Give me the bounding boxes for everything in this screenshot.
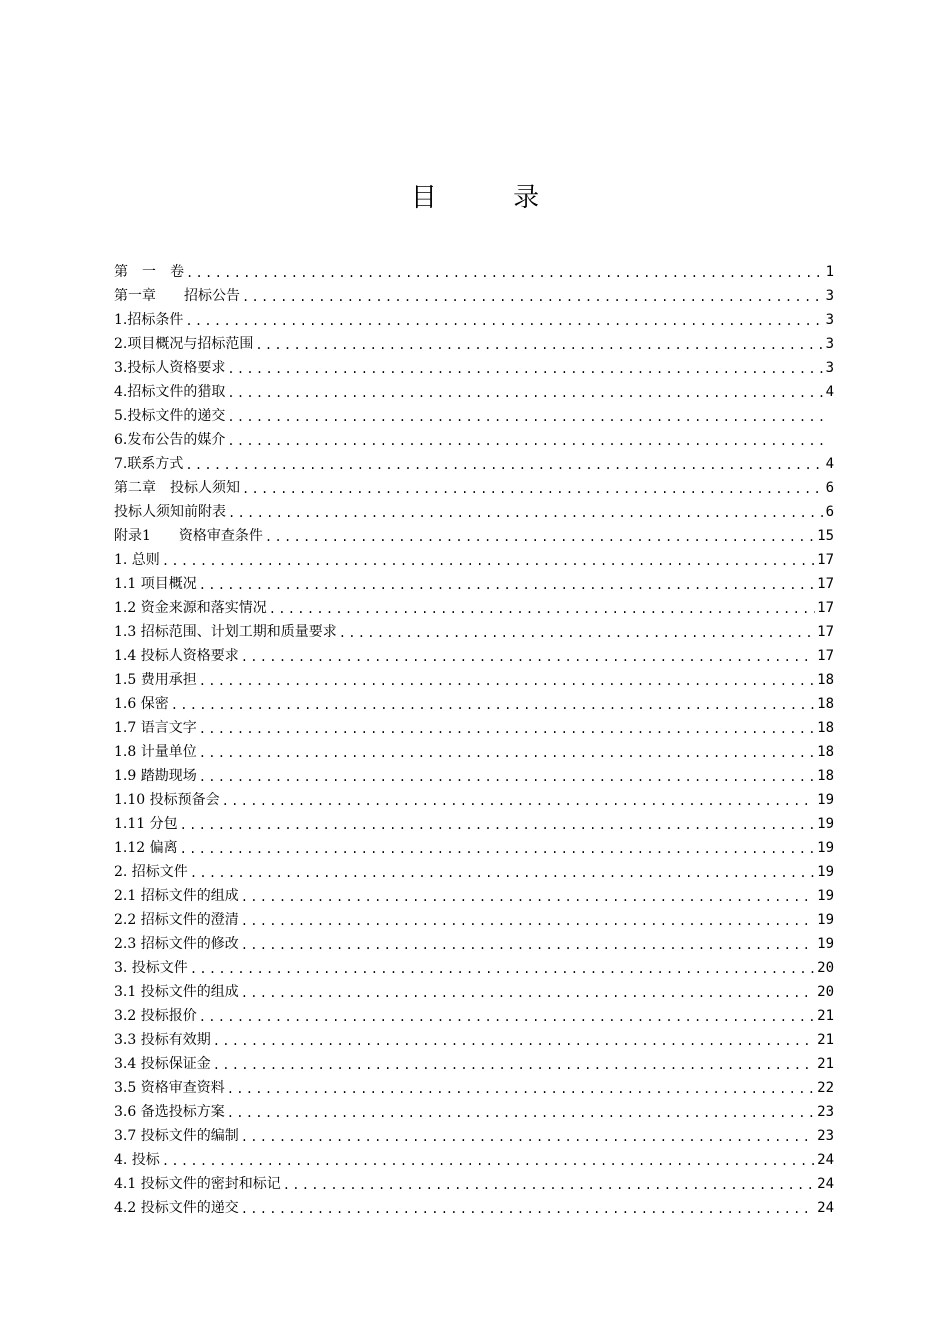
toc-dot-leader [227, 408, 824, 426]
toc-entry-title: 1.4 投标人资格要求 [114, 648, 239, 664]
toc-entry-title: 4.2 投标文件的递交 [114, 1200, 239, 1216]
toc-entry-title: 1.招标条件 [114, 312, 184, 328]
toc-dot-leader [227, 360, 823, 378]
toc-dot-leader [339, 624, 815, 642]
toc-entry[interactable] [114, 546, 834, 570]
toc-entry[interactable] [114, 330, 834, 354]
toc-dot-leader [213, 1056, 815, 1074]
toc-entry-title: 1.1 项目概况 [114, 576, 197, 592]
toc-entry-page-number: 6 [825, 480, 834, 496]
toc-entry[interactable] [114, 1194, 834, 1218]
toc-entry[interactable] [114, 1170, 834, 1194]
toc-entry[interactable] [114, 738, 834, 762]
toc-entry[interactable] [114, 690, 834, 714]
toc-entry-title: 1.10 投标预备会 [114, 792, 220, 808]
toc-entry[interactable] [114, 954, 834, 978]
toc-entry-title: 第二章 投标人须知 [114, 480, 240, 496]
toc-entry-page-number: 1 [825, 264, 834, 280]
toc-entry-title: 3.5 资格审查资料 [114, 1080, 225, 1096]
toc-entry-title: 投标人须知前附表 [114, 504, 226, 520]
toc-entry-page-number: 15 [817, 528, 834, 544]
toc-entry-title: 3.1 投标文件的组成 [114, 984, 239, 1000]
toc-entry-title: 5.投标文件的递交 [114, 408, 226, 424]
toc-entry[interactable] [114, 834, 834, 858]
toc-entry-title: 4.招标文件的猎取 [114, 384, 226, 400]
toc-entry-page-number: 3 [825, 288, 834, 304]
toc-entry[interactable] [114, 570, 834, 594]
toc-dot-leader [241, 648, 815, 666]
toc-entry[interactable] [114, 522, 834, 546]
toc-entry[interactable] [114, 882, 834, 906]
toc-entry-page-number: 21 [817, 1032, 834, 1048]
toc-dot-leader [265, 528, 815, 546]
toc-entry-title: 3.3 投标有效期 [114, 1032, 211, 1048]
toc-dot-leader [162, 1152, 815, 1170]
toc-entry-title: 4. 投标 [114, 1152, 160, 1168]
toc-entry[interactable] [114, 1098, 834, 1122]
toc-entry-page-number: 18 [817, 744, 834, 760]
toc-entry-page-number: 18 [817, 672, 834, 688]
toc-entry-page-number: 18 [817, 768, 834, 784]
toc-entry[interactable] [114, 1050, 834, 1074]
toc-entry-title: 2. 招标文件 [114, 864, 188, 880]
toc-entry[interactable] [114, 858, 834, 882]
toc-entry-page-number: 20 [817, 960, 834, 976]
toc-entry[interactable] [114, 1146, 834, 1170]
toc-dot-leader [162, 552, 815, 570]
toc-entry[interactable] [114, 402, 834, 426]
toc-entry-page-number: 19 [817, 816, 834, 832]
toc-entry-page-number: 21 [817, 1008, 834, 1024]
toc-entry-title: 1.9 踏勘现场 [114, 768, 197, 784]
toc-entry-page-number: 22 [817, 1080, 834, 1096]
toc-entry-title: 1.5 费用承担 [114, 672, 197, 688]
toc-entry-page-number: 23 [817, 1104, 834, 1120]
toc-dot-leader [241, 1200, 815, 1218]
toc-dot-leader [180, 816, 816, 834]
toc-dot-leader [186, 264, 824, 282]
toc-entry-page-number: 19 [817, 936, 834, 952]
toc-entry[interactable] [114, 666, 834, 690]
toc-dot-leader [227, 384, 823, 402]
toc-entry-title: 2.1 招标文件的组成 [114, 888, 239, 904]
toc-entry[interactable] [114, 450, 834, 474]
toc-entry[interactable] [114, 906, 834, 930]
toc-entry-page-number: 19 [817, 840, 834, 856]
toc-entry-page-number: 19 [817, 864, 834, 880]
toc-dot-leader [190, 864, 815, 882]
toc-entry-title: 2.2 招标文件的澄清 [114, 912, 239, 928]
toc-entry-page-number: 23 [817, 1128, 834, 1144]
toc-entry-page-number: 17 [817, 624, 834, 640]
toc-dot-leader [241, 984, 815, 1002]
toc-entry-page-number: 17 [817, 576, 834, 592]
toc-dot-leader [227, 432, 824, 450]
toc-entry-title: 2.项目概况与招标范围 [114, 336, 254, 352]
toc-entry[interactable] [114, 378, 834, 402]
toc-entry-page-number: 24 [817, 1176, 834, 1192]
toc-entry[interactable] [114, 618, 834, 642]
toc-entry[interactable] [114, 306, 834, 330]
toc-entry-title: 4.1 投标文件的密封和标记 [114, 1176, 281, 1192]
toc-entry[interactable] [114, 426, 834, 450]
toc-entry[interactable] [114, 1002, 834, 1026]
toc-entry-page-number: 3 [825, 336, 834, 352]
toc-entry-page-number: 21 [817, 1056, 834, 1072]
toc-entry[interactable] [114, 930, 834, 954]
toc-entry-page-number: 19 [817, 888, 834, 904]
toc-dot-leader [185, 312, 823, 330]
page-title: 目 录 [410, 183, 574, 213]
toc-dot-leader [199, 720, 815, 738]
toc-entry-page-number: 3 [825, 312, 834, 328]
toc-entry-title: 1.3 招标范围、计划工期和质量要求 [114, 624, 337, 640]
toc-dot-leader [241, 936, 815, 954]
toc-entry-title: 3.4 投标保证金 [114, 1056, 211, 1072]
toc-dot-leader [241, 888, 815, 906]
toc-dot-leader [199, 672, 815, 690]
toc-dot-leader [171, 696, 815, 714]
toc-entry-page-number: 6 [825, 504, 834, 520]
toc-entry-page-number: 24 [817, 1152, 834, 1168]
toc-entry[interactable] [114, 1074, 834, 1098]
toc-entry-title: 3.7 投标文件的编制 [114, 1128, 239, 1144]
toc-entry-page-number: 3 [825, 360, 834, 376]
toc-entry-title: 1.7 语言文字 [114, 720, 197, 736]
toc-entry-title: 3.6 备选投标方案 [114, 1104, 225, 1120]
toc-entry[interactable] [114, 978, 834, 1002]
toc-dot-leader [227, 1104, 815, 1122]
toc-dot-leader [255, 336, 823, 354]
toc-dot-leader [199, 576, 815, 594]
toc-entry[interactable] [114, 714, 834, 738]
toc-entry[interactable] [114, 1122, 834, 1146]
toc-entry[interactable] [114, 642, 834, 666]
toc-entry-page-number: 18 [817, 696, 834, 712]
toc-dot-leader [227, 1080, 815, 1098]
toc-entry-page-number: 4 [825, 456, 834, 472]
toc-dot-leader [242, 480, 824, 498]
toc-entry-title: 3. 投标文件 [114, 960, 188, 976]
toc-entry[interactable] [114, 474, 834, 498]
toc-dot-leader [199, 744, 815, 762]
toc-entry[interactable] [114, 594, 834, 618]
toc-dot-leader [190, 960, 815, 978]
toc-entry-title: 1.12 偏离 [114, 840, 178, 856]
toc-entry[interactable] [114, 1026, 834, 1050]
toc-entry-title: 1. 总则 [114, 552, 160, 568]
toc-entry-page-number: 24 [817, 1200, 834, 1216]
toc-dot-leader [213, 1032, 815, 1050]
table-of-contents [114, 258, 834, 1218]
toc-entry-page-number: 17 [817, 648, 834, 664]
toc-entry-page-number: 18 [817, 720, 834, 736]
toc-entry-page-number: 4 [825, 384, 834, 400]
toc-entry[interactable] [114, 786, 834, 810]
toc-dot-leader [228, 504, 824, 522]
toc-entry-page-number: 17 [817, 552, 834, 568]
toc-entry[interactable] [114, 282, 834, 306]
toc-entry-page-number: 17 [817, 600, 834, 616]
toc-entry[interactable] [114, 810, 834, 834]
toc-dot-leader [242, 288, 824, 306]
toc-entry-title: 1.2 资金来源和落实情况 [114, 600, 267, 616]
toc-entry-title: 3.投标人资格要求 [114, 360, 226, 376]
toc-dot-leader [180, 840, 816, 858]
toc-entry[interactable] [114, 498, 834, 522]
toc-entry-page-number: 19 [817, 912, 834, 928]
toc-entry-title: 第一章 招标公告 [114, 288, 240, 304]
toc-dot-leader [241, 1128, 815, 1146]
toc-dot-leader [283, 1176, 815, 1194]
toc-entry-page-number: 20 [817, 984, 834, 1000]
toc-dot-leader [269, 600, 815, 618]
toc-dot-leader [199, 1008, 815, 1026]
toc-entry-title: 3.2 投标报价 [114, 1008, 197, 1024]
toc-entry[interactable] [114, 762, 834, 786]
toc-dot-leader [241, 912, 815, 930]
toc-dot-leader [222, 792, 816, 810]
toc-entry-title: 附录1 资格审查条件 [114, 528, 263, 544]
toc-entry-title: 1.8 计量单位 [114, 744, 197, 760]
toc-entry-title: 第 一 卷 [114, 264, 184, 280]
toc-entry[interactable] [114, 258, 834, 282]
toc-entry-title: 7.联系方式 [114, 456, 184, 472]
toc-entry-title: 1.6 保密 [114, 696, 169, 712]
toc-entry[interactable] [114, 354, 834, 378]
toc-entry-title: 1.11 分包 [114, 816, 178, 832]
toc-entry-title: 2.3 招标文件的修改 [114, 936, 239, 952]
toc-dot-leader [199, 768, 815, 786]
toc-entry-title: 6.发布公告的媒介 [114, 432, 226, 448]
toc-dot-leader [185, 456, 823, 474]
toc-entry-page-number: 19 [817, 792, 834, 808]
